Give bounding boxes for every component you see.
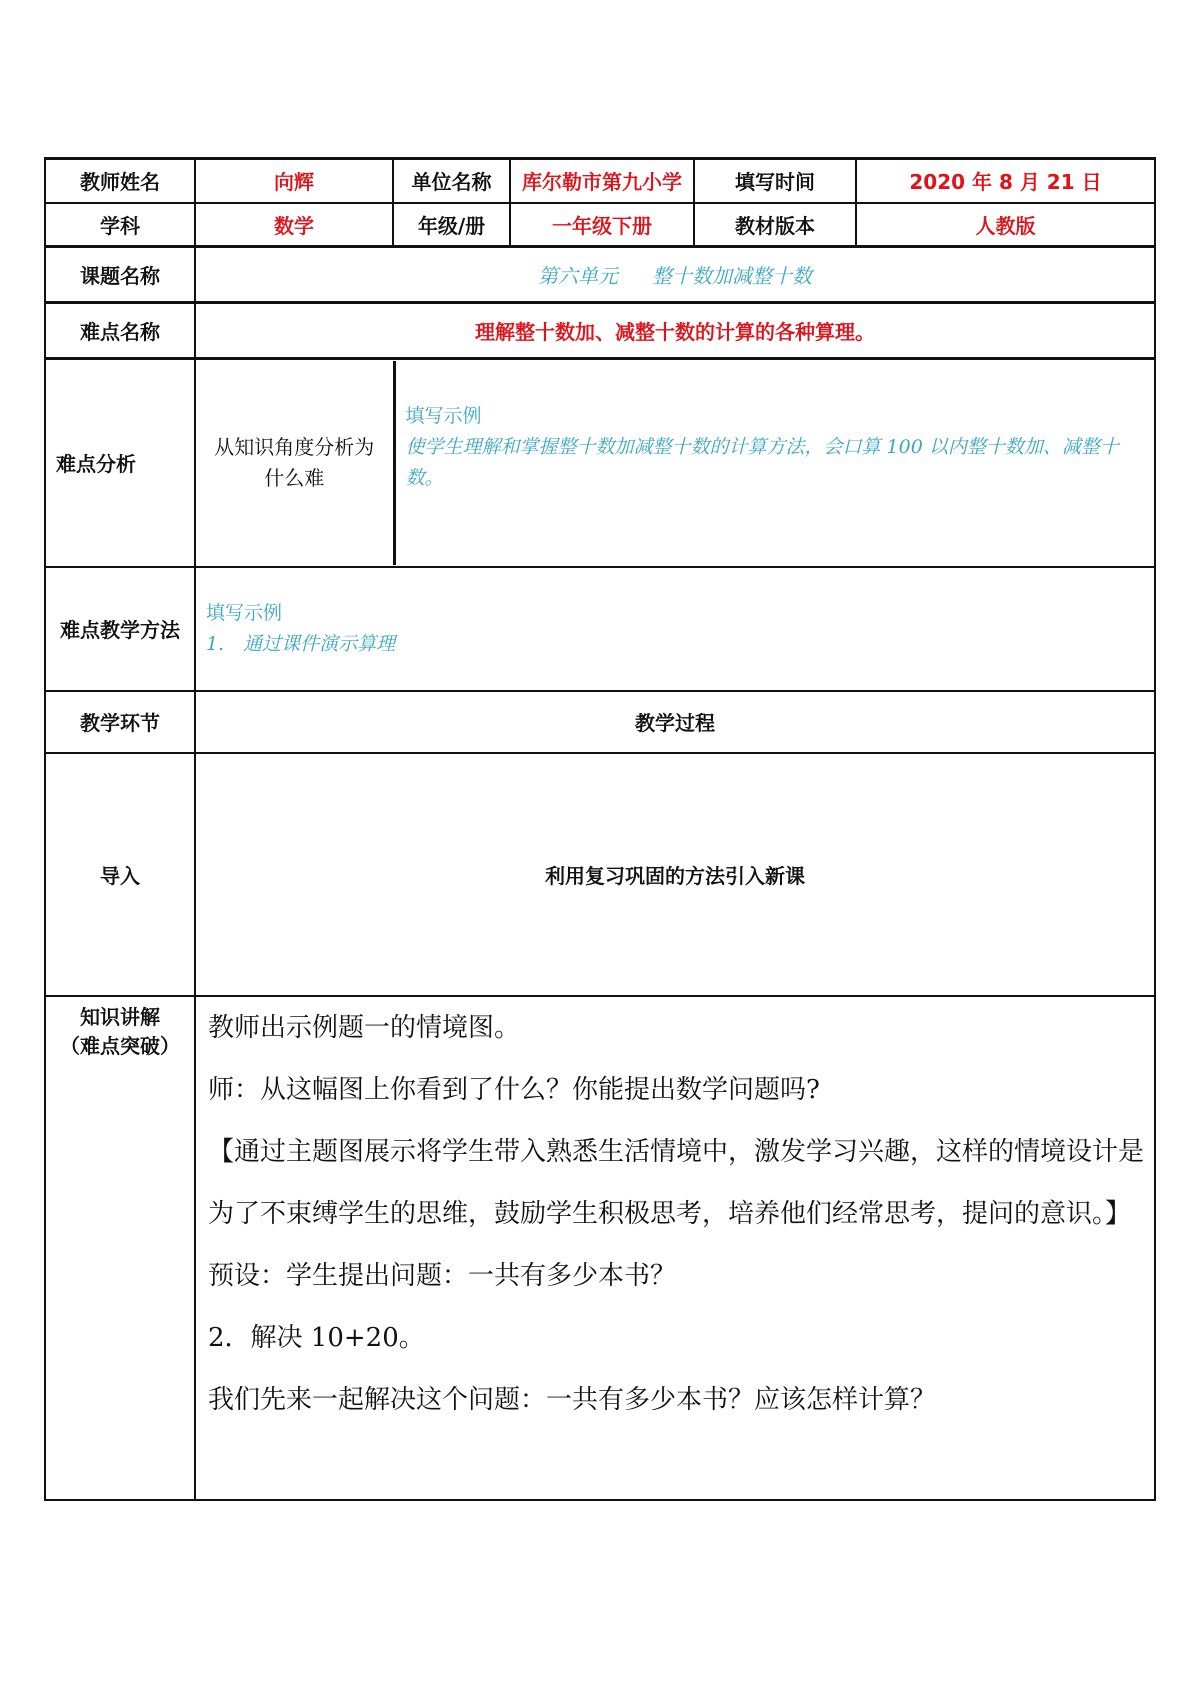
teacher-label: 教师姓名 [45,159,195,203]
intro-label: 导入 [45,753,195,996]
date-label: 填写时间 [694,159,856,203]
edition-label: 教材版本 [694,203,856,247]
knowledge-line-3: 【通过主题图展示将学生带入熟悉生活情境中，激发学习兴趣，这样的情境设计是为了不束缚学生的思维，鼓励学生积极思考，培养他们经常思考，提问的意识。】 [208,1136,1145,1229]
knowledge-row [45,996,1155,1500]
intro-value: 利用复习巩固的方法引入新课 [195,753,1155,996]
unit-value: 库尔勒市第九小学 [510,159,694,203]
analysis-sub-label: 从知识角度分析为什么难 [214,434,375,490]
knowledge-content [195,996,1155,1500]
process-row [45,691,1155,753]
header-row-1 [45,159,1155,203]
knowledge-line-4: 预设：学生提出问题：一共有多少本书？ [208,1260,677,1291]
topic-row [45,247,1155,303]
grade-label: 年级/册 [393,203,510,247]
method-example-text: 1. 通过课件演示算理 [206,632,396,655]
lesson-plan-table [44,157,1156,1501]
knowledge-label [45,996,195,1500]
topic-value [195,247,1155,303]
analysis-inner [196,361,1154,565]
teacher-value: 向辉 [195,159,393,203]
knowledge-line-2: 师：从这幅图上你看到了什么？你能提出数学问题吗? [208,1074,820,1105]
method-example-title: 填写示例 [206,601,283,624]
difficulty-row [45,303,1155,359]
method-content [195,567,1155,691]
analysis-example-text: 使学生理解和掌握整十数加减整十数的计算方法，会口算 100 以内整十数加、减整十数。 [405,436,1119,490]
method-row [45,567,1155,691]
difficulty-label: 难点名称 [45,303,195,359]
analysis-label: 难点分析 [45,359,195,567]
process-label: 教学环节 [45,691,195,753]
topic-unit: 第六单元 [538,264,618,288]
analysis-row [45,359,1155,567]
method-label: 难点教学方法 [45,567,195,691]
subject-label: 学科 [45,203,195,247]
analysis-example-title: 填写示例 [405,405,482,428]
topic-title: 整十数加减整十数 [652,264,812,288]
difficulty-value: 理解整十数加、减整十数的计算的各种算理。 [195,303,1155,359]
knowledge-line-6: 我们先来一起解决这个问题：一共有多少本书？应该怎样计算？ [208,1384,937,1415]
subject-value: 数学 [195,203,393,247]
grade-value: 一年级下册 [510,203,694,247]
edition-value: 人教版 [856,203,1155,247]
header-row-2 [45,203,1155,247]
date-value: 2020 年 8 月 21 日 [856,159,1155,203]
analysis-content [195,359,1155,567]
knowledge-label-line2: （难点突破） [60,1033,180,1058]
unit-label: 单位名称 [393,159,510,203]
analysis-example [394,361,1154,565]
topic-label: 课题名称 [45,247,195,303]
knowledge-line-5: 2．解决 10+20。 [208,1322,425,1353]
process-value: 教学过程 [195,691,1155,753]
knowledge-label-line1: 知识讲解 [80,1004,160,1029]
knowledge-line-1: 教师出示例题一的情境图。 [208,1012,521,1043]
intro-row [45,753,1155,996]
